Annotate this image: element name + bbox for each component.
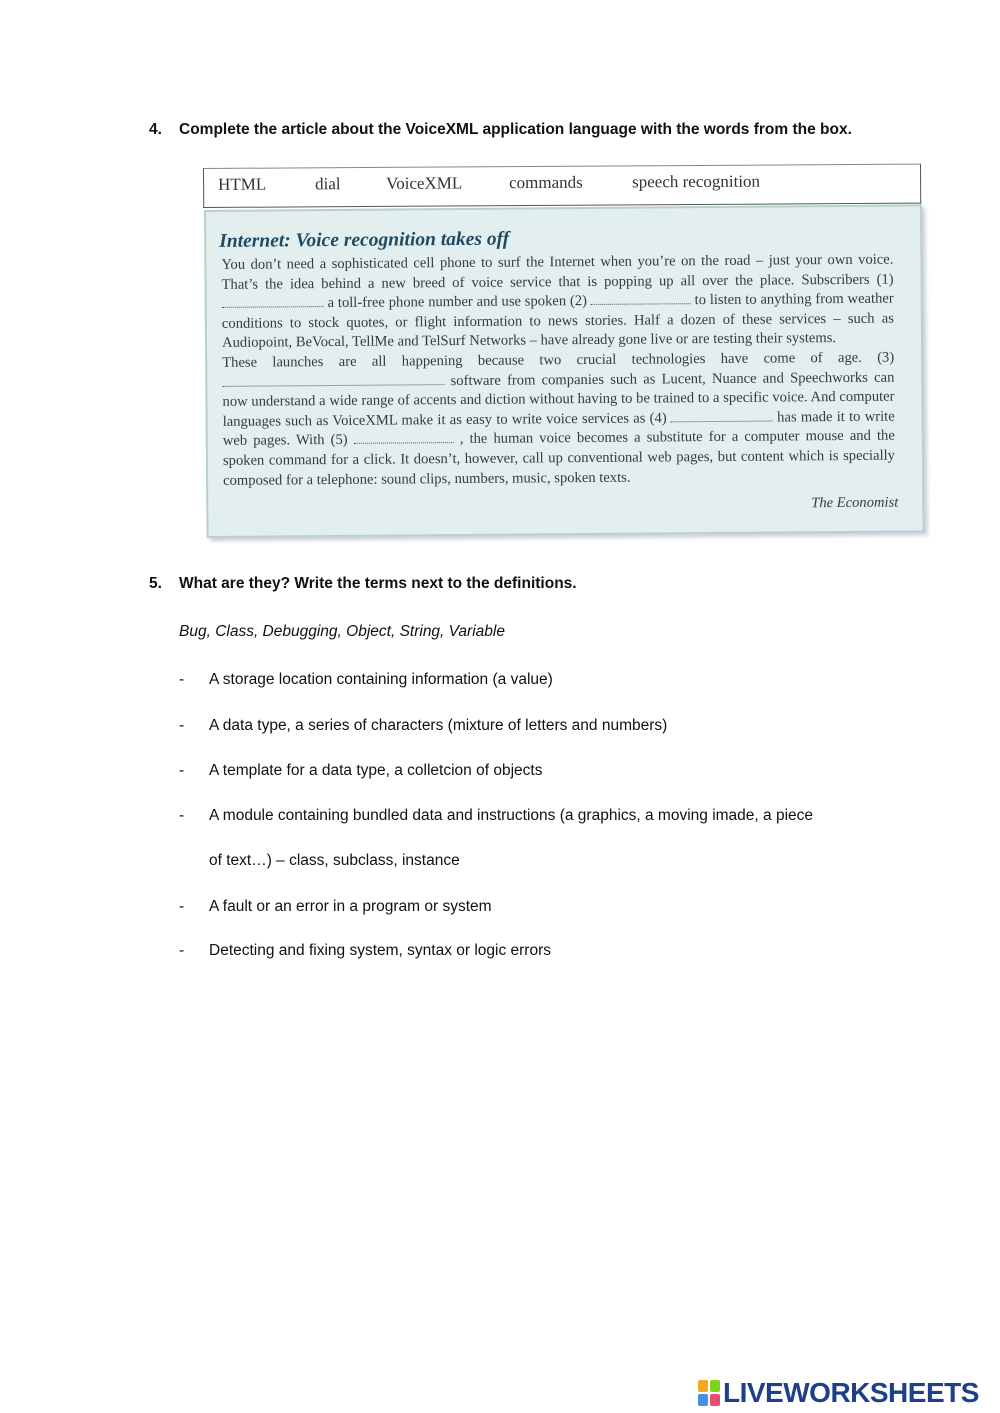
term-list: Bug, Class, Debugging, Object, String, Variable: [179, 623, 505, 640]
exercise-5-heading: [149, 572, 889, 596]
definition-text-continued: of text…) – class, subclass, instance: [209, 852, 460, 869]
article-text: You don’t need a sophisticated cell phone to surf the Internet when you’re on the road – just your own voice. That’s the idea behind a new breed of voice service that is popping up all over the place. Subscribers (1): [221, 251, 894, 293]
definition-text: Detecting and fixing system, syntax or logic errors: [209, 942, 551, 959]
article-paragraph-1: [221, 251, 894, 354]
gap-4-input[interactable]: [671, 408, 773, 422]
definition-item[interactable]: [179, 804, 899, 874]
article-text: , the human voice becomes a substitute for a computer mouse and the spoken command for a click. It doesn’t, however, call up conventional web pages, but content which is specially composed for a telephone: sound clips, numbers, music, spoken texts.: [222, 427, 896, 489]
list-dash: -: [179, 807, 185, 824]
word-box-item: VoiceXML: [386, 173, 463, 193]
list-dash: -: [179, 942, 185, 959]
exercise-4-heading: [149, 118, 889, 168]
article-text: has made it to write web pages. With (5): [222, 408, 895, 450]
definition-text: A module containing bundled data and instructions (a graphics, a moving imade, a piece: [209, 807, 814, 824]
exercise-4-number: 4.: [149, 121, 162, 138]
definition-text: A storage location containing information (a value): [209, 671, 553, 688]
article-text: software from companies such as Lucent, Nuance and Speechworks can now understand a wide range of accents and diction without having to be trained to a specific voice. And computer languages such as VoiceXML make it as easy to write voice services as (4): [222, 369, 895, 430]
article-title: Internet: Voice recognition takes off: [219, 228, 510, 252]
article-paragraph-2: [222, 349, 895, 491]
liveworksheets-logo: [698, 1378, 979, 1408]
gap-1-input[interactable]: [222, 294, 324, 308]
liveworksheets-logo-icon: [698, 1380, 720, 1406]
article-text: to listen to anything from weather conditions to stock quotes, or flight information to news stories. Half a dozen of these services – such as Audiopoint, BeVocal, TellMe and TelSurf Networks – have already gone live or are testing their systems.: [221, 290, 894, 352]
word-box-item: commands: [509, 172, 583, 193]
exercise-5-number: 5.: [149, 575, 162, 592]
logo-text: LIVEWORKSHEETS: [723, 1377, 979, 1408]
article-text: These launches are all happening because two crucial technologies have come of age. (3): [222, 349, 895, 371]
article-source: The Economist: [811, 494, 899, 512]
article-text: a toll-free phone number and use spoken (2): [323, 293, 591, 312]
gap-5-input[interactable]: [354, 430, 454, 444]
definition-text: A template for a data type, a colletcion of objects: [209, 762, 543, 779]
gap-3-input[interactable]: [222, 372, 444, 387]
list-dash: -: [179, 898, 185, 915]
gap-2-input[interactable]: [591, 291, 691, 305]
definition-text: A data type, a series of characters (mixture of letters and numbers): [209, 717, 668, 734]
list-dash: -: [179, 717, 185, 734]
word-box-item: dial: [315, 174, 341, 194]
definition-text: A fault or an error in a program or system: [209, 898, 492, 915]
list-dash: -: [179, 671, 185, 688]
exercise-5-instruction: What are they? Write the terms next to the definitions.: [179, 575, 577, 592]
article-body: [221, 251, 895, 491]
word-box: [203, 164, 921, 208]
list-dash: -: [179, 762, 185, 779]
word-box-item: speech recognition: [632, 171, 761, 192]
exercise-4-instruction: Complete the article about the VoiceXML application language with the words from the box.: [179, 121, 852, 138]
article-panel: [204, 204, 925, 538]
word-box-item: HTML: [218, 174, 267, 194]
